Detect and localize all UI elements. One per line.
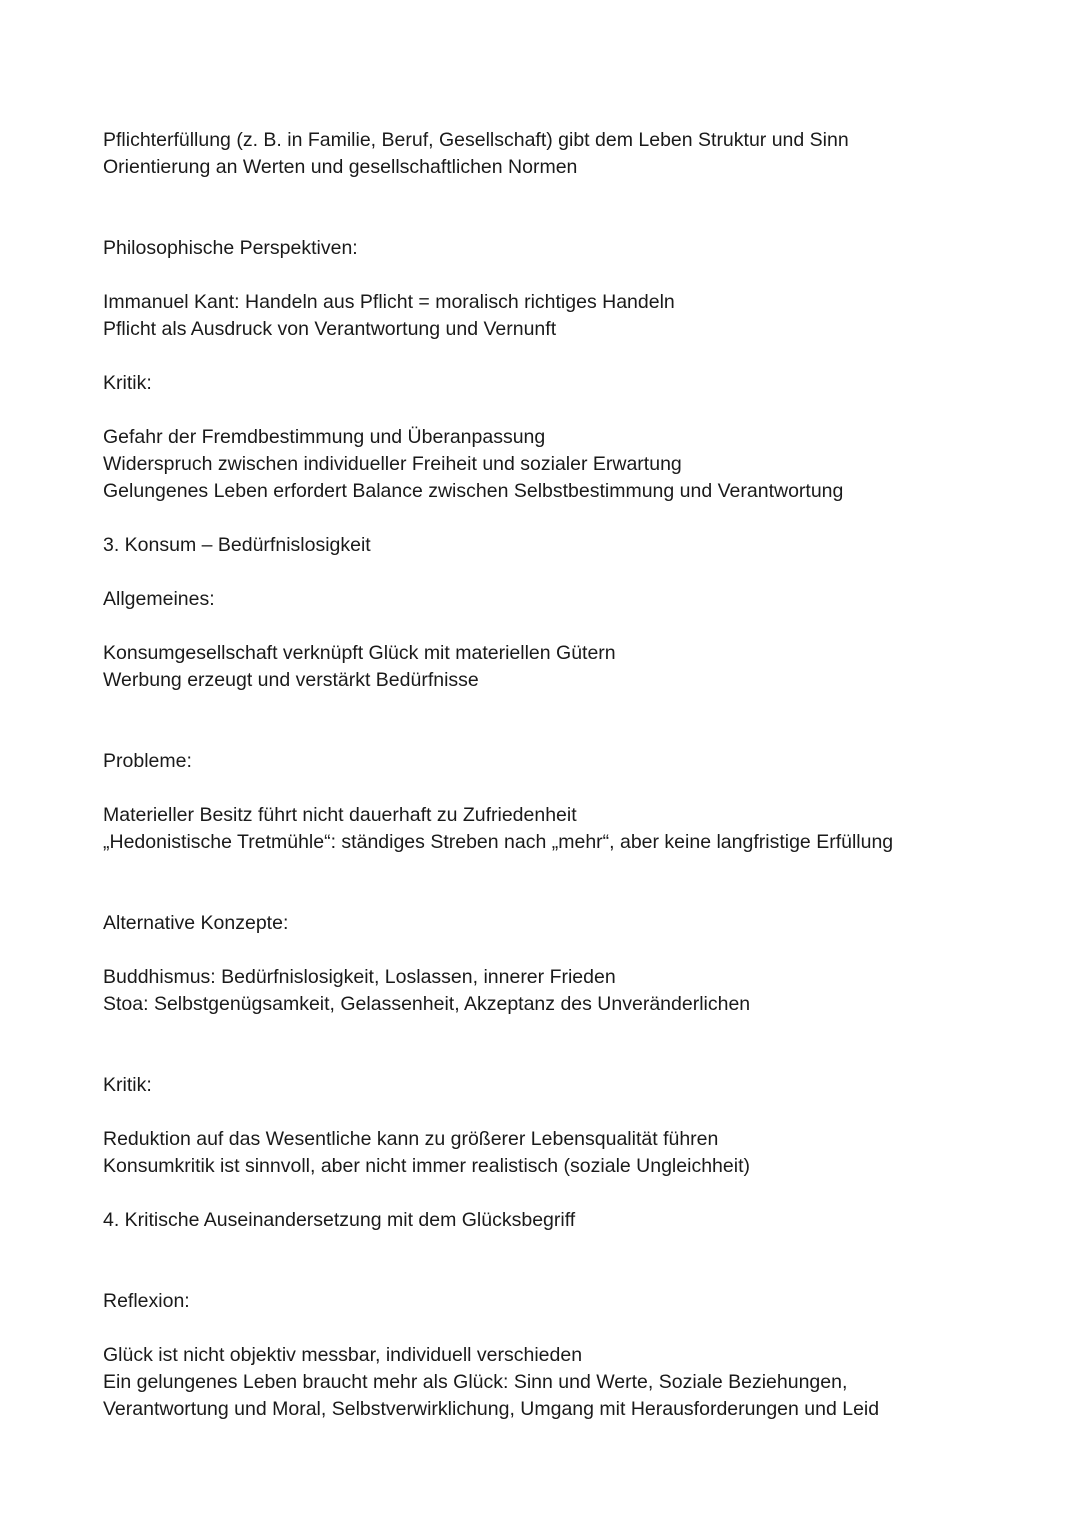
text-line: Materieller Besitz führt nicht dauerhaft zu Zufriedenheit (103, 804, 577, 826)
text-line: Glück ist nicht objektiv messbar, individuell verschieden (103, 1344, 583, 1366)
text-line: Werbung erzeugt und verstärkt Bedürfnisse (103, 669, 479, 691)
text-line: Pflichterfüllung (z. B. in Familie, Beruf, Gesellschaft) gibt dem Leben Struktur und Sinn (103, 129, 849, 151)
text-line: Immanuel Kant: Handeln aus Pflicht = moralisch richtiges Handeln (103, 291, 675, 313)
text-line: Konsumgesellschaft verknüpft Glück mit materiellen Gütern (103, 642, 616, 664)
text-line: Gefahr der Fremdbestimmung und Überanpassung (103, 426, 546, 448)
section-heading: Kritik: (103, 372, 152, 394)
section-heading: Alternative Konzepte: (103, 912, 289, 934)
text-line: Pflicht als Ausdruck von Verantwortung und Vernunft (103, 318, 557, 340)
text-line: Verantwortung und Moral, Selbstverwirklichung, Umgang mit Herausforderungen und Leid (103, 1398, 880, 1420)
chapter-heading: 3. Konsum – Bedürfnislosigkeit (103, 534, 371, 556)
text-line: Konsumkritik ist sinnvoll, aber nicht immer realistisch (soziale Ungleichheit) (103, 1155, 750, 1177)
text-line: Widerspruch zwischen individueller Freiheit und sozialer Erwartung (103, 453, 682, 475)
text-line: Gelungenes Leben erfordert Balance zwischen Selbstbestimmung und Verantwortung (103, 480, 844, 502)
section-heading: Philosophische Perspektiven: (103, 237, 358, 259)
section-heading: Allgemeines: (103, 588, 215, 610)
text-line: Reduktion auf das Wesentliche kann zu größerer Lebensqualität führen (103, 1128, 719, 1150)
section-heading: Kritik: (103, 1074, 152, 1096)
section-heading: Reflexion: (103, 1290, 190, 1312)
text-line: Ein gelungenes Leben braucht mehr als Glück: Sinn und Werte, Soziale Beziehungen, (103, 1371, 848, 1393)
text-line: „Hedonistische Tretmühle“: ständiges Streben nach „mehr“, aber keine langfristige Erfüllung (103, 831, 894, 853)
text-line: Stoa: Selbstgenügsamkeit, Gelassenheit, Akzeptanz des Unveränderlichen (103, 993, 751, 1015)
chapter-heading: 4. Kritische Auseinandersetzung mit dem Glücksbegriff (103, 1209, 576, 1231)
section-heading: Probleme: (103, 750, 192, 772)
text-line: Orientierung an Werten und gesellschaftlichen Normen (103, 156, 578, 178)
text-line: Buddhismus: Bedürfnislosigkeit, Loslassen, innerer Frieden (103, 966, 616, 988)
